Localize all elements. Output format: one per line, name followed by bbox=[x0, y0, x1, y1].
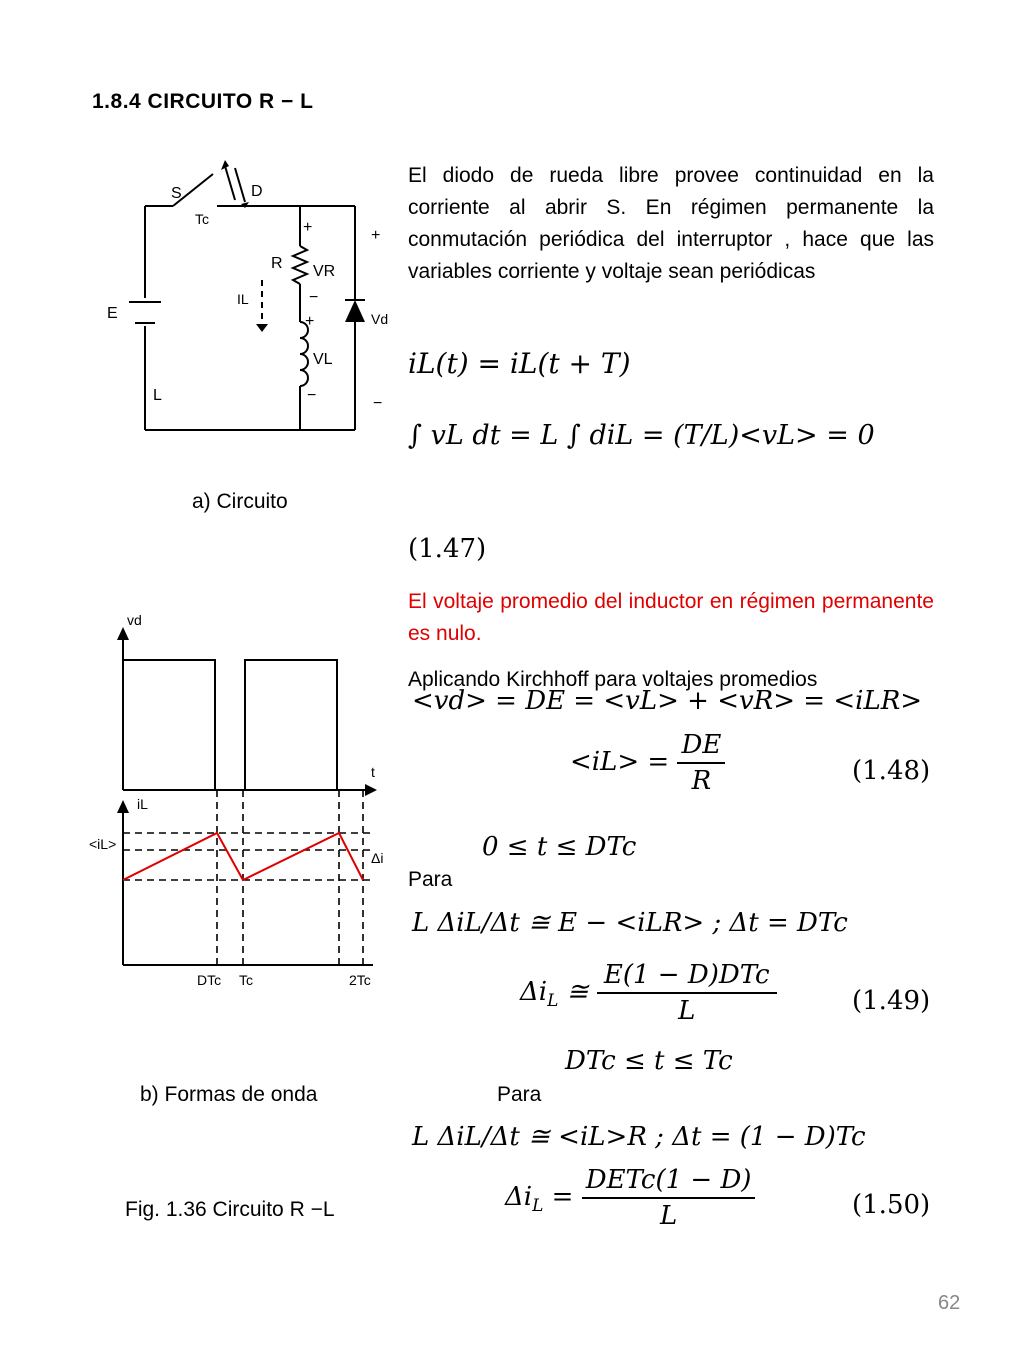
equation-number-149: (1.49) bbox=[852, 986, 931, 1016]
label-plus-vd: + bbox=[371, 227, 381, 244]
para-label-2: Para bbox=[497, 1083, 542, 1106]
circuit-caption: a) Circuito bbox=[192, 490, 288, 513]
label-vd: vd bbox=[127, 612, 142, 628]
label-vd: Vd bbox=[371, 311, 389, 327]
tc-arrow-2 bbox=[235, 168, 245, 202]
section-title: 1.8.4 CIRCUITO R − L bbox=[92, 90, 314, 113]
highlight-paragraph: El voltaje promedio del inductor en régimen permanente es nulo. bbox=[408, 590, 934, 645]
waveform-diagram bbox=[85, 605, 405, 990]
tc-arrow-1 bbox=[225, 166, 235, 200]
circuit-diagram bbox=[95, 160, 405, 450]
equation-periodic-current: iL(t) = iL(t + T) bbox=[408, 347, 631, 380]
equation-slope-1: L ΔiL/Δt ≅ E − <iLR> ; Δt = DTc bbox=[412, 908, 848, 938]
eq148-fraction bbox=[677, 730, 725, 796]
diode-triangle bbox=[345, 300, 365, 322]
eq149-denominator: L bbox=[678, 996, 696, 1026]
time-range-1: 0 ≤ t ≤ DTc bbox=[482, 832, 637, 862]
kirchhoff-text: Aplicando Kirchhoff para voltajes promedios bbox=[408, 668, 818, 691]
label-plus-r: + bbox=[303, 219, 313, 236]
label-tc: Tc bbox=[239, 972, 253, 988]
eq148-numerator: DE bbox=[677, 730, 725, 764]
label-il-avg: <iL> bbox=[89, 836, 117, 852]
label-plus-l: + bbox=[305, 313, 315, 330]
inductor bbox=[300, 322, 308, 386]
eq150-denominator: L bbox=[659, 1201, 678, 1231]
eq148-lhs: <iL> = bbox=[570, 747, 670, 777]
label-minus-vd: − bbox=[373, 395, 383, 412]
label-2tc: 2Tc bbox=[349, 972, 371, 988]
equation-number-147: (1.47) bbox=[408, 534, 487, 564]
label-r: R bbox=[271, 255, 283, 272]
eq149-fraction bbox=[597, 960, 777, 1026]
eq149-lhs: $\Delta i_L$ ≅ bbox=[520, 977, 597, 1012]
intro-paragraph: El diodo de rueda libre provee continuidad en la corriente al abrir S. En régimen permanente la conmutación periódica del interruptor , hace que las variables corriente y voltaje sean periódicas bbox=[408, 164, 934, 283]
time-range-2: DTc ≤ t ≤ Tc bbox=[565, 1046, 733, 1076]
label-dtc: DTc bbox=[197, 972, 222, 988]
label-il: iL bbox=[137, 796, 148, 812]
eq150-numerator: DETc(1 − D) bbox=[582, 1165, 756, 1199]
il-arrow-head bbox=[256, 324, 268, 332]
label-e: E bbox=[107, 305, 118, 322]
label-t: t bbox=[371, 764, 375, 780]
label-delta-i: Δi bbox=[371, 850, 384, 866]
t-axis-arrowhead bbox=[365, 784, 377, 796]
eq149-lhs-var: i bbox=[538, 977, 548, 1007]
equation-149 bbox=[520, 960, 777, 1026]
label-il: IL bbox=[237, 291, 249, 307]
page-number: 62 bbox=[938, 1292, 961, 1314]
eq150-lhs: $\Delta i_L$ = bbox=[505, 1182, 582, 1217]
equation-number-150: (1.50) bbox=[852, 1190, 931, 1220]
label-tc: Tc bbox=[195, 211, 209, 227]
equation-150 bbox=[505, 1165, 755, 1231]
vd-axis-arrowhead bbox=[117, 627, 129, 640]
label-d: D bbox=[251, 183, 263, 200]
resistor bbox=[293, 246, 307, 284]
figure-caption: Fig. 1.36 Circuito R −L bbox=[125, 1198, 335, 1221]
eq150-lhs-var: i bbox=[523, 1182, 533, 1212]
eq149-numerator: E(1 − D)DTc bbox=[597, 960, 777, 994]
label-l: L bbox=[153, 387, 162, 404]
equation-148 bbox=[570, 730, 725, 796]
equation-number-148: (1.48) bbox=[852, 756, 931, 786]
para-label-1: Para bbox=[408, 868, 453, 891]
eq148-denominator: R bbox=[691, 766, 712, 796]
equation-average-voltage: <vd> = DE = <vL> + <vR> = <iLR> bbox=[412, 686, 923, 716]
eq150-fraction bbox=[582, 1165, 756, 1231]
equation-integral: ∫ vL dt = L ∫ diL = (T/L)<vL> = 0 bbox=[408, 420, 875, 451]
label-vl: VL bbox=[313, 351, 333, 368]
il-axis-arrowhead bbox=[117, 800, 129, 813]
waveform-caption: b) Formas de onda bbox=[140, 1083, 318, 1106]
equation-slope-2: L ΔiL/Δt ≅ <iL>R ; Δt = (1 − D)Tc bbox=[412, 1122, 866, 1152]
label-minus-r: − bbox=[309, 289, 319, 306]
label-s: S bbox=[171, 185, 182, 202]
vd-pulse-2 bbox=[245, 660, 337, 790]
label-vr: VR bbox=[313, 263, 336, 280]
vd-pulse-1 bbox=[123, 660, 215, 790]
label-minus-l: − bbox=[307, 387, 317, 404]
